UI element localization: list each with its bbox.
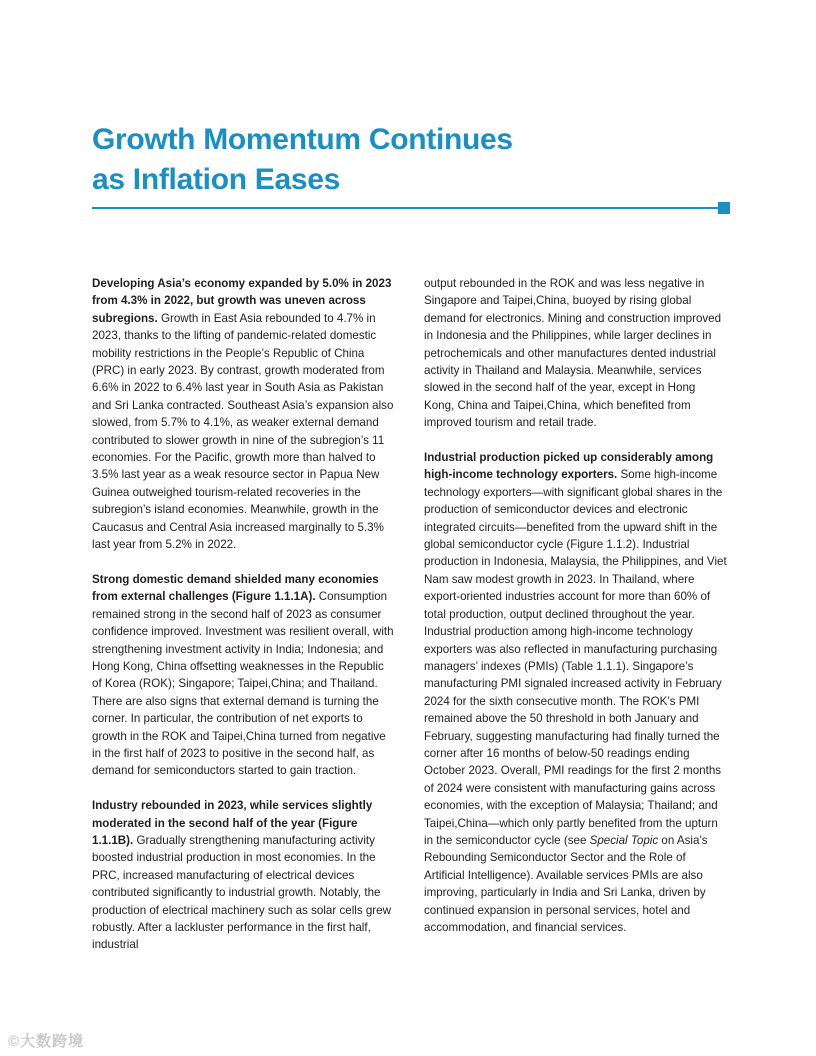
- title-line-1: Growth Momentum Continues: [92, 123, 513, 156]
- paragraph-body: on Asia’s Rebounding Semiconductor Sector and the Role of Artificial Intelligence). Available services PMIs are also improving, particularly in India and Sri Lanka, driven by continued expansion in personal services, hotel and accommodation, and financial services.: [424, 833, 708, 935]
- title-rule: [92, 207, 720, 209]
- paragraph-body: Consumption remained strong in the second half of 2023 as consumer confidence improved. Investment was resilient overall, with strengthening investment activity in India; Indonesia; and Hong Kong, China offsetting weaknesses in the Republic of Korea (ROK); Singapore; Taipei,China; and Thailand. There are also signs that external demand is turning the corner. In particular, the contribution of net exports to growth in the ROK and Taipei,China turned from negative in the first half of 2023 to positive in the second half, as demand for semiconductors started to gain traction.: [92, 590, 394, 778]
- page-title: [92, 120, 692, 200]
- paragraph-lead: Industrial production picked up considerably among high-income technology exporters.: [424, 451, 714, 482]
- paragraph: [92, 797, 396, 954]
- paragraph-body: Growth in East Asia rebounded to 4.7% in 2023, thanks to the lifting of pandemic-related domestic mobility restrictions in the People’s Republic of China (PRC) in early 2023. By contrast, growth moderated from 6.6% in 2022 to 6.4% last year in South Asia as Pakistan and Sri Lanka contracted. Southeast Asia’s expansion also slowed, from 5.7% to 4.1%, as weaker external demand contributed to slower growth in nine of the subregion’s 11 economies. For the Pacific, growth more than halved to 3.5% last year as a weak resource sector in Papua New Guinea outweighed tourism-related recoveries in the subregion’s island economies. Meanwhile, growth in the Caucasus and Central Asia increased marginally to 5.3% last year from 5.2% in 2022.: [92, 311, 394, 552]
- paragraph-lead: Industry rebounded in 2023, while services slightly moderated in the second half of the year (Figure 1.1.1B).: [92, 799, 373, 847]
- paragraph: [424, 449, 728, 936]
- special-topic-ref: Special Topic: [589, 833, 659, 847]
- title-line-2: as Inflation Eases: [92, 163, 341, 196]
- paragraph-body: output rebounded in the ROK and was less negative in Singapore and Taipei,China, buoyed by rising global demand for electronics. Mining and construction improved in Indonesia and the Philippines, while larger declines in petrochemicals and other manufactures dented industrial activity in Thailand and Malaysia. Meanwhile, services slowed in the second half of the year, except in Hong Kong, China and Taipei,China, which benefited from improved tourism and retail trade.: [424, 277, 722, 430]
- paragraph-body: Some high-income technology exporters—with significant global shares in the production of semiconductor devices and electronic integrated circuits—benefited from the upward shift in the global semiconductor cycle (Figure 1.1.2). Industrial production in Indonesia, Malaysia, the Philippines, and Viet Nam saw modest growth in 2023. In Thailand, where export-oriented industries account for more than 60% of total production, output declined throughout the year. Industrial production among high-income technology exporters was also reflected in manufacturing purchasing managers’ indexes (PMIs) (Table 1.1.1). Singapore’s manufacturing PMI signaled increased activity in February 2024 for the sixth consecutive month. The ROK’s PMI remained above the 50 threshold in both January and February, suggesting manufacturing had finally turned the corner after 16 months of below-50 readings ending October 2023. Overall, PMI readings for the first 2 months of 2024 were consistent with manufacturing gains across economies, with the exception of Malaysia; Thailand; and Taipei,China—which only partly benefited from the upturn in the semiconductor cycle (see: [424, 468, 727, 847]
- paragraph-body: Gradually strengthening manufacturing activity boosted industrial production in most economies. In the PRC, increased manufacturing of electrical devices contributed significantly to industrial growth. Notably, the production of electrical machinery such as solar cells grew robustly. After a lackluster performance in the first half, industrial: [92, 833, 391, 952]
- paragraph: [92, 275, 396, 554]
- paragraph: [424, 275, 728, 432]
- title-rule-square: [718, 202, 730, 214]
- paragraph: [92, 571, 396, 780]
- paragraph-lead: Developing Asia’s economy expanded by 5.0% in 2023 from 4.3% in 2022, but growth was uneven across subregions.: [92, 277, 392, 325]
- left-column: [92, 275, 396, 971]
- watermark: ©大数跨境: [8, 1033, 85, 1050]
- right-column: [424, 275, 728, 954]
- paragraph-lead: Strong domestic demand shielded many economies from external challenges (Figure 1.1.1A).: [92, 572, 379, 604]
